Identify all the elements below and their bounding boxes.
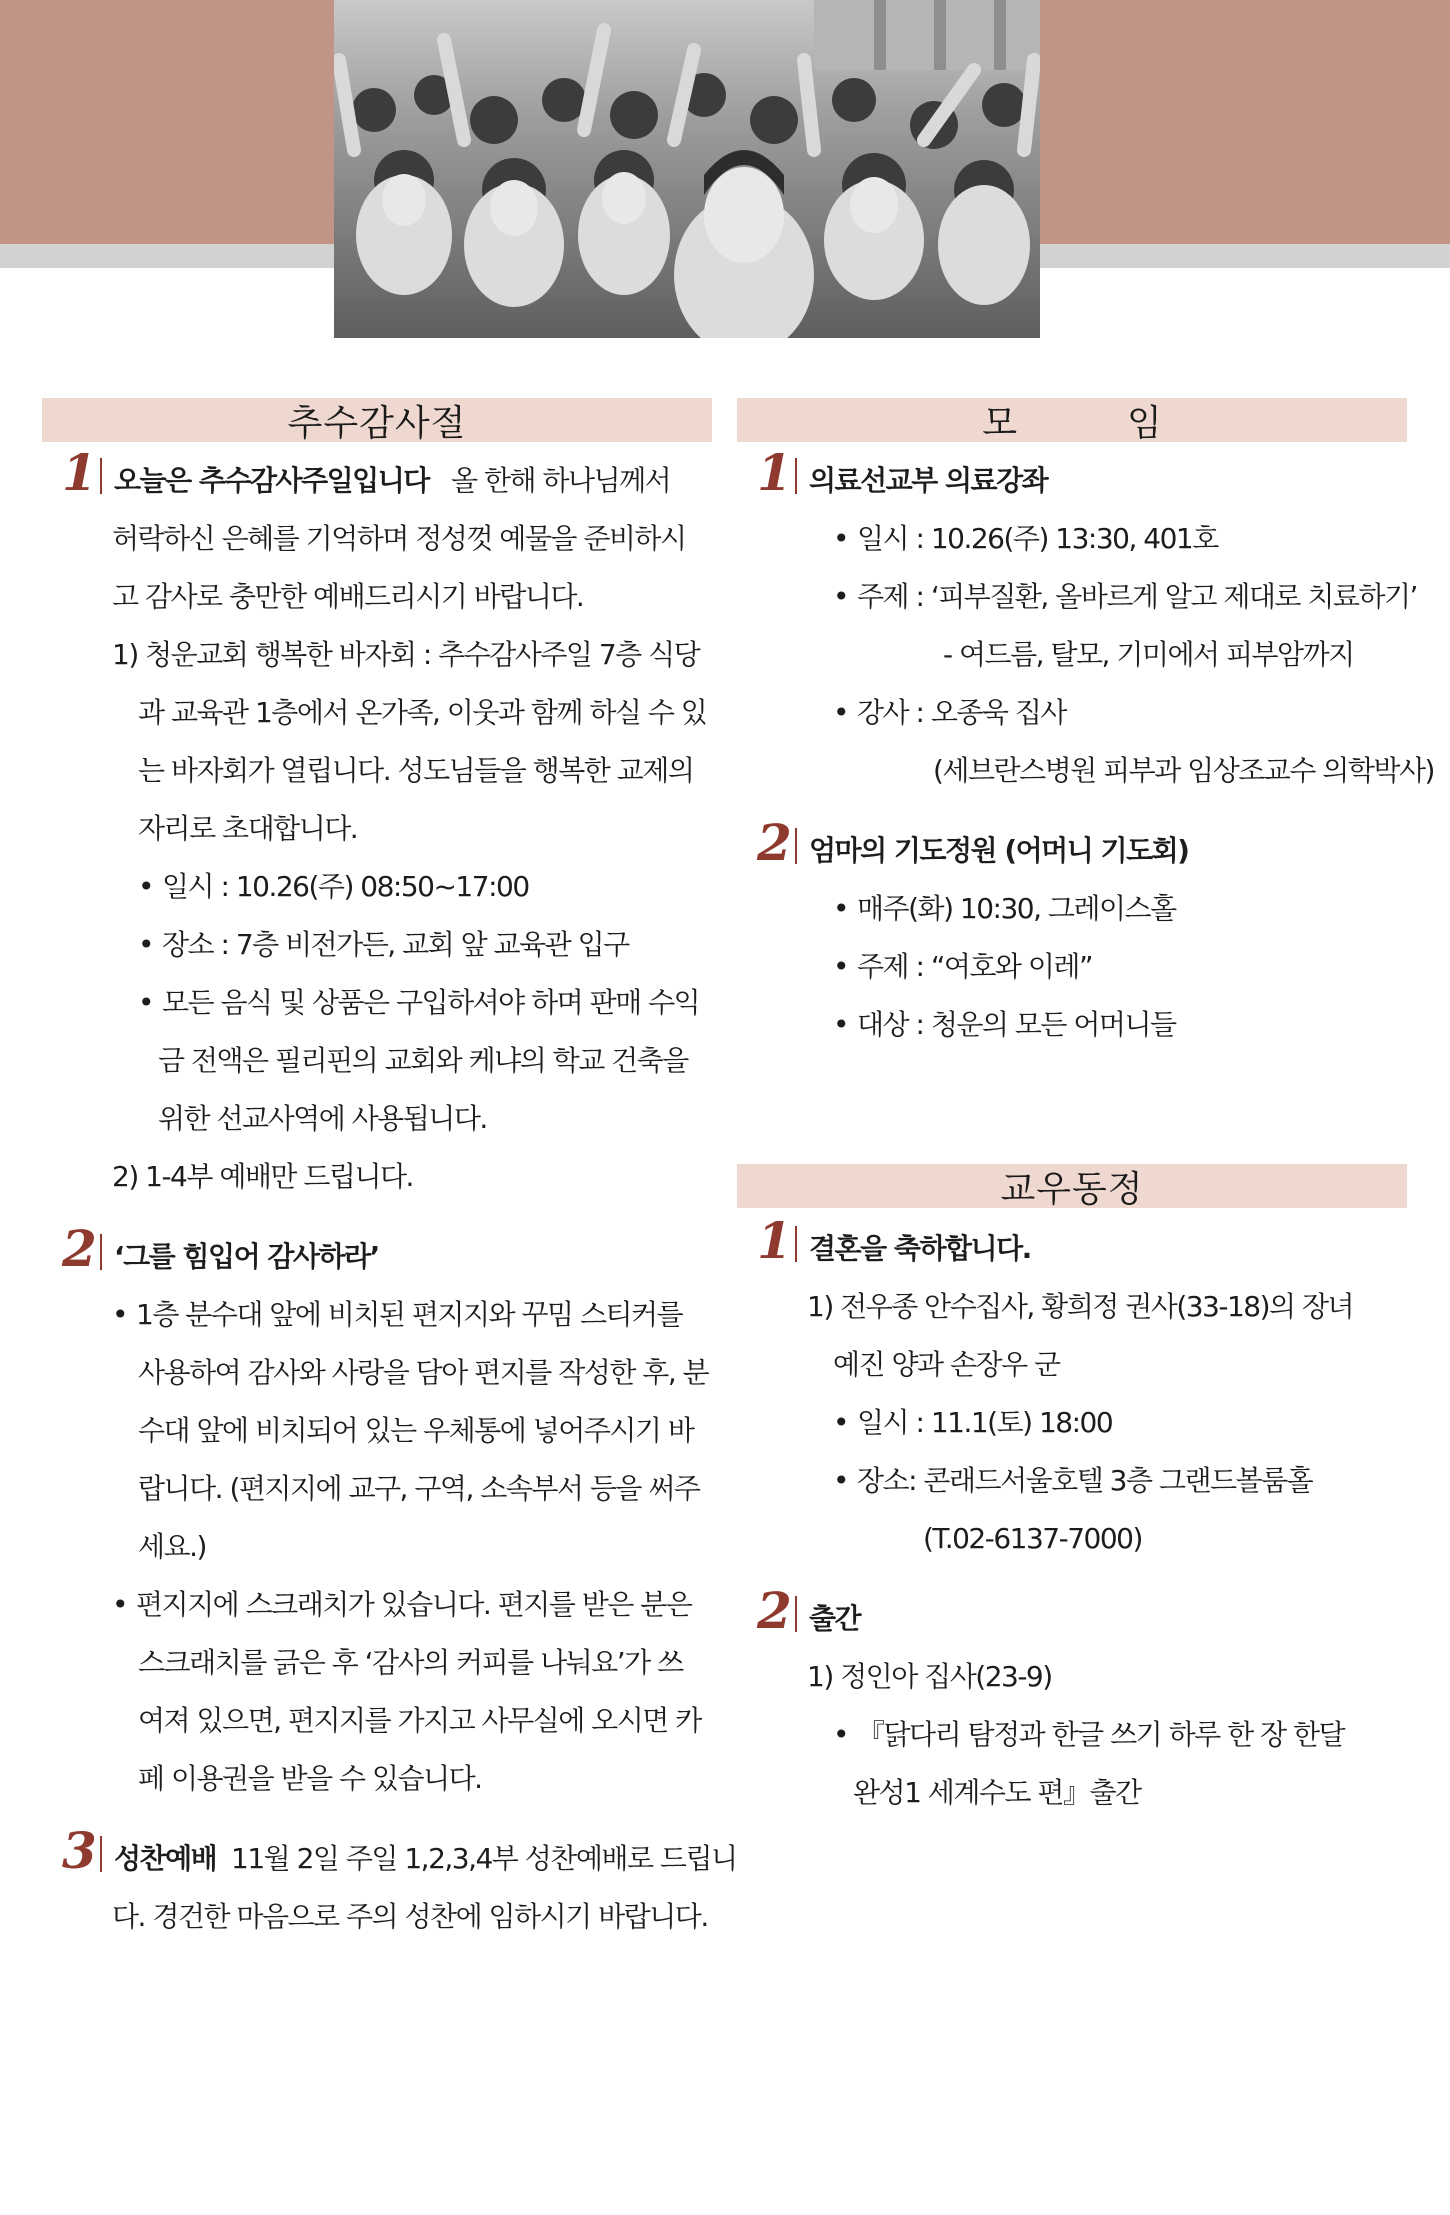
item-title: 성찬예배 xyxy=(114,1842,217,1875)
right-column xyxy=(737,398,1434,1822)
meeting-item-1 xyxy=(737,443,1434,800)
bullet-icon: • xyxy=(138,928,154,961)
bullet-icon: • xyxy=(833,1718,849,1751)
bullet-icon: • xyxy=(833,1464,849,1497)
bullet-continuation: 수대 앞에 비치되어 있는 우체통에 넣어주시기 바 xyxy=(138,1414,694,1447)
item-title: 출간 xyxy=(809,1602,861,1635)
sub-item-label: 2) 1-4부 예배만 드립니다. xyxy=(112,1160,413,1193)
heading-char: 모 xyxy=(982,402,1017,444)
item-number-bar xyxy=(795,1226,797,1262)
bullet-text: 주제 : ‘피부질환, 올바르게 알고 제대로 치료하기’ xyxy=(857,580,1417,613)
sub-item-label: 1) 정인아 집사(23-9) xyxy=(807,1660,1052,1693)
bullet-text: 1층 분수대 앞에 비치된 편지지와 꾸밈 스티커를 xyxy=(136,1298,683,1331)
news-item-1 xyxy=(737,1211,1407,1568)
news-item-2 xyxy=(737,1581,1407,1822)
bullet-line xyxy=(797,684,1407,742)
item-number-bar xyxy=(100,458,102,494)
bullet-text: 강사 : 오종욱 집사 xyxy=(857,696,1066,729)
section-heading-thanksgiving: 추수감사절 xyxy=(42,398,712,442)
thanksgiving-item-1 xyxy=(42,443,712,1206)
bullet-text: 모든 음식 및 상품은 구입하셔야 하며 판매 수익 xyxy=(162,986,700,1019)
section-heading-meeting xyxy=(737,398,1407,442)
bullet-text: 장소: 콘래드서울호텔 3층 그랜드볼룸홀 xyxy=(857,1464,1313,1497)
item-number: 1 xyxy=(62,443,97,502)
body-line: 는 바자회가 열립니다. 성도님들을 행복한 교제의 xyxy=(138,754,694,787)
bullet-line xyxy=(797,1706,1407,1764)
bullet-continuation: 페 이용권을 받을 수 있습니다. xyxy=(138,1762,482,1795)
item-number: 2 xyxy=(757,1581,792,1640)
bullet-line xyxy=(797,1452,1407,1510)
item-title: ‘그를 힘입어 감사하라’ xyxy=(114,1240,379,1273)
thanksgiving-item-2 xyxy=(42,1219,712,1808)
sub-item-label: 1) 전우종 안수집사, 황희정 권사(33-18)의 장녀 xyxy=(807,1290,1354,1323)
bullet-line xyxy=(797,568,1417,626)
bullet-text: 일시 : 10.26(주) 08:50~17:00 xyxy=(162,870,529,903)
worship-photo-illustration xyxy=(334,0,1040,338)
item-title-line xyxy=(102,1830,737,1888)
left-column xyxy=(42,398,737,1946)
item-title: 결혼을 축하합니다. xyxy=(809,1232,1031,1265)
item-number: 2 xyxy=(757,813,792,872)
bullet-icon: • xyxy=(112,1588,128,1621)
body-line: 예진 양과 손장우 군 xyxy=(833,1348,1060,1381)
item-number: 1 xyxy=(757,443,792,502)
item-number: 1 xyxy=(757,1211,792,1270)
item-number: 3 xyxy=(62,1821,97,1880)
item-number-bar xyxy=(795,1596,797,1632)
bullet-continuation: - 여드름, 탈모, 기미에서 피부암까지 xyxy=(943,638,1354,671)
bullet-line xyxy=(797,1394,1407,1452)
bullet-continuation: 사용하여 감사와 사랑을 담아 편지를 작성한 후, 분 xyxy=(138,1356,709,1389)
bullet-text: 일시 : 10.26(주) 13:30, 401호 xyxy=(857,522,1218,555)
bullet-icon: • xyxy=(833,950,849,983)
body-line: 허락하신 은혜를 기억하며 정성껏 예물을 준비하시 xyxy=(112,522,686,555)
thanksgiving-item-3 xyxy=(42,1821,737,1946)
bullet-line xyxy=(102,974,712,1032)
bullet-line xyxy=(797,510,1407,568)
item-title-line xyxy=(102,1228,712,1286)
body-line: 고 감사로 충만한 예배드리시기 바랍니다. xyxy=(112,580,584,613)
bullet-text: 주제 : “여호와 이레” xyxy=(857,950,1092,983)
sub-item-label: 1) 청운교회 행복한 바자회 : 추수감사주일 7층 식당 xyxy=(112,638,700,671)
item-number-bar xyxy=(100,1234,102,1270)
bullet-continuation: 완성1 세계수도 편』출간 xyxy=(853,1776,1141,1809)
item-number: 2 xyxy=(62,1219,97,1278)
bullet-text: 일시 : 11.1(토) 18:00 xyxy=(857,1406,1113,1439)
bullet-icon: • xyxy=(112,1298,128,1331)
bullet-continuation: 세요.) xyxy=(138,1530,206,1563)
bullet-continuation: 여져 있으면, 편지지를 가지고 사무실에 오시면 카 xyxy=(138,1704,701,1737)
bullet-line xyxy=(102,1286,712,1344)
bullet-icon: • xyxy=(138,986,154,1019)
heading-char: 임 xyxy=(1127,402,1162,444)
meeting-item-2 xyxy=(737,813,1407,1054)
bullet-continuation: (T.02-6137-7000) xyxy=(923,1522,1142,1555)
bullet-icon: • xyxy=(833,696,849,729)
worship-photo xyxy=(334,0,1040,338)
item-title: 엄마의 기도정원 (어머니 기도회) xyxy=(809,834,1189,867)
bullet-icon: • xyxy=(833,522,849,555)
bullet-icon: • xyxy=(138,870,154,903)
item-number-bar xyxy=(795,828,797,864)
item-title-line xyxy=(797,1590,1407,1648)
bullet-continuation: 스크래치를 긁은 후 ‘감사의 커피를 나눠요’가 쓰 xyxy=(138,1646,683,1679)
item-title: 의료선교부 의료강좌 xyxy=(809,464,1048,497)
item-title-line xyxy=(797,452,1407,510)
body-line: 자리로 초대합니다. xyxy=(138,812,358,845)
item-number-bar xyxy=(100,1836,102,1872)
bullet-line xyxy=(102,916,712,974)
bullet-continuation: 위한 선교사역에 사용됩니다. xyxy=(158,1102,487,1135)
item-number-bar xyxy=(795,458,797,494)
item-intro: 11월 2일 주일 1,2,3,4부 성찬예배로 드립니 xyxy=(231,1842,737,1875)
item-title-line xyxy=(797,822,1407,880)
item-intro: 올 한해 하나님께서 xyxy=(451,464,671,497)
bullet-continuation: 랍니다. (편지지에 교구, 구역, 소속부서 등을 써주 xyxy=(138,1472,700,1505)
bullet-icon: • xyxy=(833,580,849,613)
section-heading-member-news: 교우동정 xyxy=(737,1164,1407,1208)
bullet-text: 『닭다리 탐정과 한글 쓰기 하루 한 장 한달 xyxy=(857,1718,1345,1751)
bullet-line xyxy=(797,996,1407,1054)
bullet-text: 대상 : 청운의 모든 어머니들 xyxy=(857,1008,1176,1041)
item-title-line xyxy=(797,1220,1407,1278)
body-line: 과 교육관 1층에서 온가족, 이웃과 함께 하실 수 있 xyxy=(138,696,707,729)
bullet-line xyxy=(102,858,712,916)
bullet-icon: • xyxy=(833,1008,849,1041)
bullet-icon: • xyxy=(833,892,849,925)
body-line: 다. 경건한 마음으로 주의 성찬에 임하시기 바랍니다. xyxy=(112,1900,708,1933)
item-title-line xyxy=(102,452,712,510)
bullet-line xyxy=(797,880,1407,938)
bullet-text: 매주(화) 10:30, 그레이스홀 xyxy=(857,892,1176,925)
bullet-line xyxy=(102,1576,712,1634)
item-title: 오늘은 추수감사주일입니다 xyxy=(114,464,429,497)
bullet-text: 편지지에 스크래치가 있습니다. 편지를 받은 분은 xyxy=(136,1588,692,1621)
bullet-continuation: (세브란스병원 피부과 임상조교수 의학박사) xyxy=(933,754,1434,787)
bullet-line xyxy=(797,938,1407,996)
bullet-icon: • xyxy=(833,1406,849,1439)
bullet-continuation: 금 전액은 필리핀의 교회와 케냐의 학교 건축을 xyxy=(158,1044,688,1077)
bullet-text: 장소 : 7층 비전가든, 교회 앞 교육관 입구 xyxy=(162,928,629,961)
